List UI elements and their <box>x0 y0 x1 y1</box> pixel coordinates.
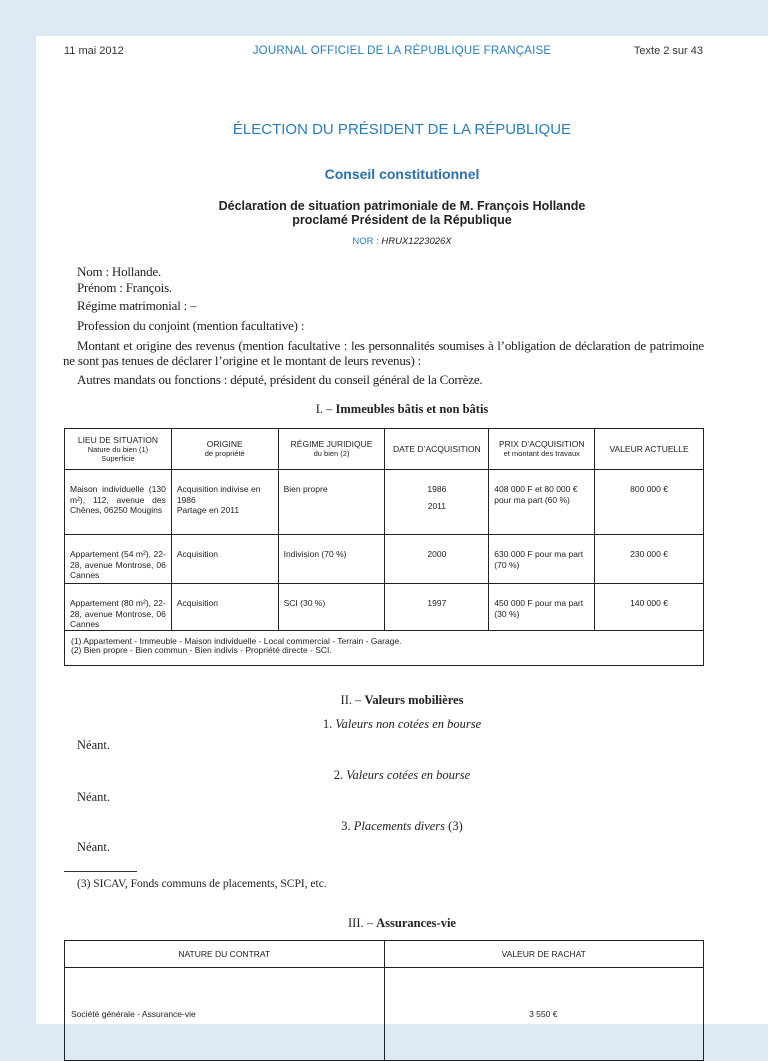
field-profession: Profession du conjoint (mention facultative) : <box>77 318 305 333</box>
table-row <box>65 470 704 535</box>
cell-lieu: Appartement (54 m²), 22-28, avenue Montrose, 06 Cannes <box>65 535 172 584</box>
cell-date: 2000 <box>385 535 489 584</box>
cell-regime: Indivision (70 %) <box>278 535 385 584</box>
header-date: DATE D’ACQUISITION <box>385 429 489 470</box>
field-montant: Montant et origine des revenus (mention facultative : les personnalités soumises à l’obligation de déclaration de patrimoine ne sont pas tenues de déclarer l’origine et le montant de leurs revenus) : <box>63 338 704 368</box>
subsection-3-value: Néant. <box>77 840 110 854</box>
header-lieu: LIEU DE SITUATION Nature du bien (1) Superficie <box>65 429 172 470</box>
section-2-number: II. – <box>340 693 362 707</box>
section-1-heading <box>36 402 768 417</box>
cell-prix: 450 000 F pour ma part (30 %) <box>489 584 595 631</box>
cell-valeur: 800 000 € <box>595 470 704 535</box>
declaration-line-1: Déclaration de situation patrimoniale de M. François Hollande <box>218 199 586 213</box>
declaration-heading <box>36 199 768 227</box>
cell-origine: Acquisition <box>171 535 278 584</box>
section-3-number: III. – <box>348 916 373 930</box>
section-3-heading <box>36 916 768 931</box>
nor-reference <box>36 236 768 247</box>
subsection-2-heading: 2. Valeurs cotées en bourse <box>333 768 471 782</box>
header-regime: RÉGIME JURIDIQUE du bien (2) <box>278 429 385 470</box>
real-estate-table <box>64 428 704 666</box>
cell-origine: Acquisition indivise en 1986 Partage en 2011 <box>171 470 278 535</box>
table-notes-row <box>65 630 704 665</box>
cell-nature: Société générale - Assurance-vie <box>65 968 385 1061</box>
table-row <box>65 968 704 1061</box>
section-2-heading <box>36 693 768 708</box>
subsection-1-value: Néant. <box>77 738 110 752</box>
section-1-number: I. – <box>315 402 333 416</box>
table-row <box>65 584 704 631</box>
note-2: (2) Bien propre - Bien commun - Bien indivis - Propriété directe - SCI. <box>71 645 332 655</box>
insurance-table <box>64 940 704 1061</box>
document-page <box>36 36 768 1024</box>
table-notes <box>65 630 704 665</box>
header-valeur: VALEUR ACTUELLE <box>595 429 704 470</box>
cell-date: 1986 2011 <box>385 470 489 535</box>
field-prenom: Prénom : François. <box>77 280 172 295</box>
footnote-divider <box>64 871 137 872</box>
note-1: (1) Appartement - Immeuble - Maison individuelle - Local commercial - Terrain - Garage. <box>71 635 402 646</box>
cell-lieu: Appartement (80 m²), 22-28, avenue Montrose, 06 Cannes <box>65 584 172 631</box>
table-header-row <box>65 941 704 968</box>
cell-prix: 408 000 F et 80 000 € pour ma part (60 %) <box>489 470 595 535</box>
nor-label: NOR : <box>352 236 379 247</box>
cell-origine: Acquisition <box>171 584 278 631</box>
section-2-title: Valeurs mobilières <box>364 693 464 707</box>
cell-valeur: 230 000 € <box>595 535 704 584</box>
declaration-line-2: proclamé Président de la République <box>292 213 512 227</box>
footnote-3: (3) SICAV, Fonds communs de placements, SCPI, etc. <box>77 878 327 890</box>
header-nature: NATURE DU CONTRAT <box>65 941 385 968</box>
institution-heading: Conseil constitutionnel <box>324 166 480 182</box>
cell-date: 1997 <box>385 584 489 631</box>
cell-prix: 630 000 F pour ma part (70 %) <box>489 535 595 584</box>
field-mandats: Autres mandats ou fonctions : député, président du conseil général de la Corrèze. <box>77 372 483 387</box>
subsection-2-value: Néant. <box>77 790 110 804</box>
section-3-title: Assurances-vie <box>376 916 456 930</box>
subsection-1-heading: 1. Valeurs non cotées en bourse <box>322 717 482 731</box>
text-counter: Texte 2 sur 43 <box>633 45 703 57</box>
election-heading: ÉLECTION DU PRÉSIDENT DE LA RÉPUBLIQUE <box>232 121 572 138</box>
header-rachat: VALEUR DE RACHAT <box>384 941 704 968</box>
nor-value: HRUX1223026X <box>381 236 452 247</box>
field-nom: Nom : Hollande. <box>77 264 162 279</box>
cell-regime: Bien propre <box>278 470 385 535</box>
header-origine: ORIGINE de propriété <box>171 429 278 470</box>
publication-date: 11 mai 2012 <box>64 45 124 57</box>
table-header-row <box>65 429 704 470</box>
subsection-3-heading: 3. Placements divers (3) <box>341 819 463 833</box>
field-regime: Régime matrimonial : – <box>77 298 197 313</box>
journal-title: JOURNAL OFFICIEL DE LA RÉPUBLIQUE FRANÇAISE <box>252 45 552 57</box>
cell-rachat: 3 550 € <box>384 968 704 1061</box>
table-row <box>65 535 704 584</box>
header-prix: PRIX D’ACQUISITION et montant des travaux <box>489 429 595 470</box>
cell-valeur: 140 000 € <box>595 584 704 631</box>
cell-lieu: Maison individuelle (130 m²), 112, avenue des Chênes, 06250 Mougins <box>65 470 172 535</box>
cell-regime: SCI (30 %) <box>278 584 385 631</box>
section-1-title: Immeubles bâtis et non bâtis <box>335 402 489 416</box>
